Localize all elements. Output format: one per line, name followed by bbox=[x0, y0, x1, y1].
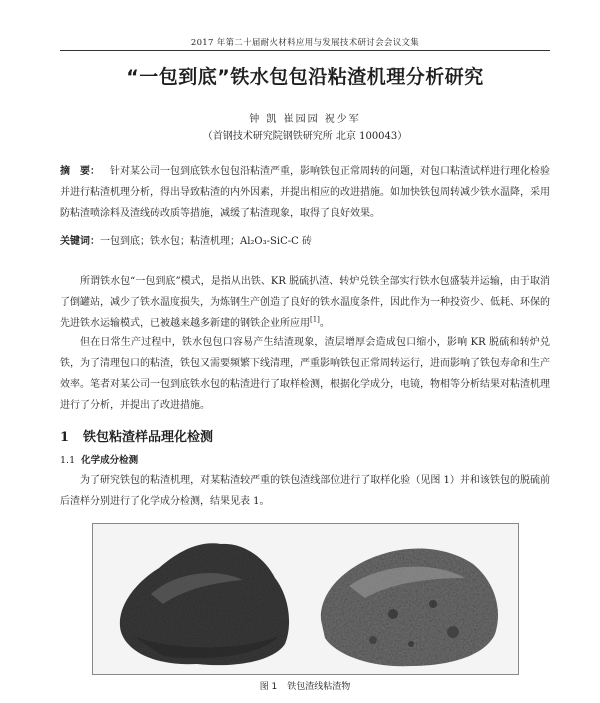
section-1-number: 1 bbox=[60, 430, 70, 445]
keywords bbox=[60, 232, 550, 247]
intro-p1-end: 。 bbox=[319, 318, 330, 329]
figure-1-label: 图 1 bbox=[259, 682, 278, 692]
header-rule bbox=[60, 50, 550, 51]
subsection-1-1-heading bbox=[60, 452, 138, 466]
abstract-label: 摘 要： bbox=[60, 166, 100, 177]
section-1-1-paragraph: 为了研究铁包的粘渣机理，对某粘渣较严重的铁包渣线部位进行了取样化验（见图 1）并和该铁包的脱硫前后渣样分别进行了化学成分检测，结果见表 1。 bbox=[60, 475, 550, 507]
slag-photos-svg bbox=[93, 524, 518, 674]
affiliation: （首钢技术研究院钢铁研究所 北京 100043） bbox=[202, 131, 408, 142]
section-1-title: 铁包粘渣样品理化检测 bbox=[83, 430, 214, 445]
figure-1-caption-text: 铁包渣线粘渣物 bbox=[287, 682, 351, 692]
keywords-label: 关键词： bbox=[60, 236, 100, 247]
abstract-text: 针对某公司一包到底铁水包包沿粘渣严重，影响铁包正常周转的问题，对包口粘渣试样进行理化检验并进行粘渣机理分析，得出导致粘渣的内外因素，并提出相应的改进措施。如加快铁包周转减少铁水温降，采用防粘渣喷涂料及渣线砖改质等措施，减缓了粘渣现象，取得了良好效果。 bbox=[60, 166, 550, 219]
subsection-1-1-number: 1.1 bbox=[60, 455, 76, 466]
intro-p1-text: 所谓铁水包“一包到底”模式，是指从出铁、KR 脱硫扒渣、转炉兑铁全部实行铁水包盛装并运输，由于取消了倒罐站，减少了铁水温度损失，为炼钢生产创造了良好的铁水温度条件，因此作为一种投资少、低耗、环保的先进铁水运输模式，已被越来越多新建的钢铁企业所应用 bbox=[60, 276, 550, 329]
abstract bbox=[60, 161, 550, 224]
section-1-heading bbox=[60, 426, 213, 445]
running-header: 2017 年第二十届耐火材料应用与发展技术研讨会会议文集 bbox=[190, 38, 420, 48]
intro-paragraph-2: 但在日常生产过程中，铁水包包口容易产生结渣现象，渣层增厚会造成包口缩小，影响 KR 脱硫和转炉兑铁，为了清理包口的粘渣，铁包又需要频繁下线清理，严重影响铁包正常周转运行，进而影响了铁包寿命和生产效率。笔者对某公司一包到底铁水包的粘渣进行了取样检测，根据化学成分，电镜，物相等分析结果对粘渣机理进行了分析，并提出了改进措施。 bbox=[60, 337, 550, 411]
paper-title: “一包到底”铁水包包沿粘渣机理分析研究 bbox=[126, 66, 484, 88]
intro-paragraph-1 bbox=[60, 271, 550, 334]
subsection-1-1-title: 化学成分检测 bbox=[81, 455, 139, 466]
keywords-text: 一包到底；铁水包；粘渣机理；Al₂O₃-SiC-C 砖 bbox=[100, 236, 312, 247]
figure-1-caption bbox=[60, 679, 550, 692]
authors: 钟 凯 崔园园 祝少军 bbox=[249, 114, 361, 125]
citation-ref: [1] bbox=[310, 315, 320, 324]
figure-1-photos bbox=[92, 523, 519, 675]
